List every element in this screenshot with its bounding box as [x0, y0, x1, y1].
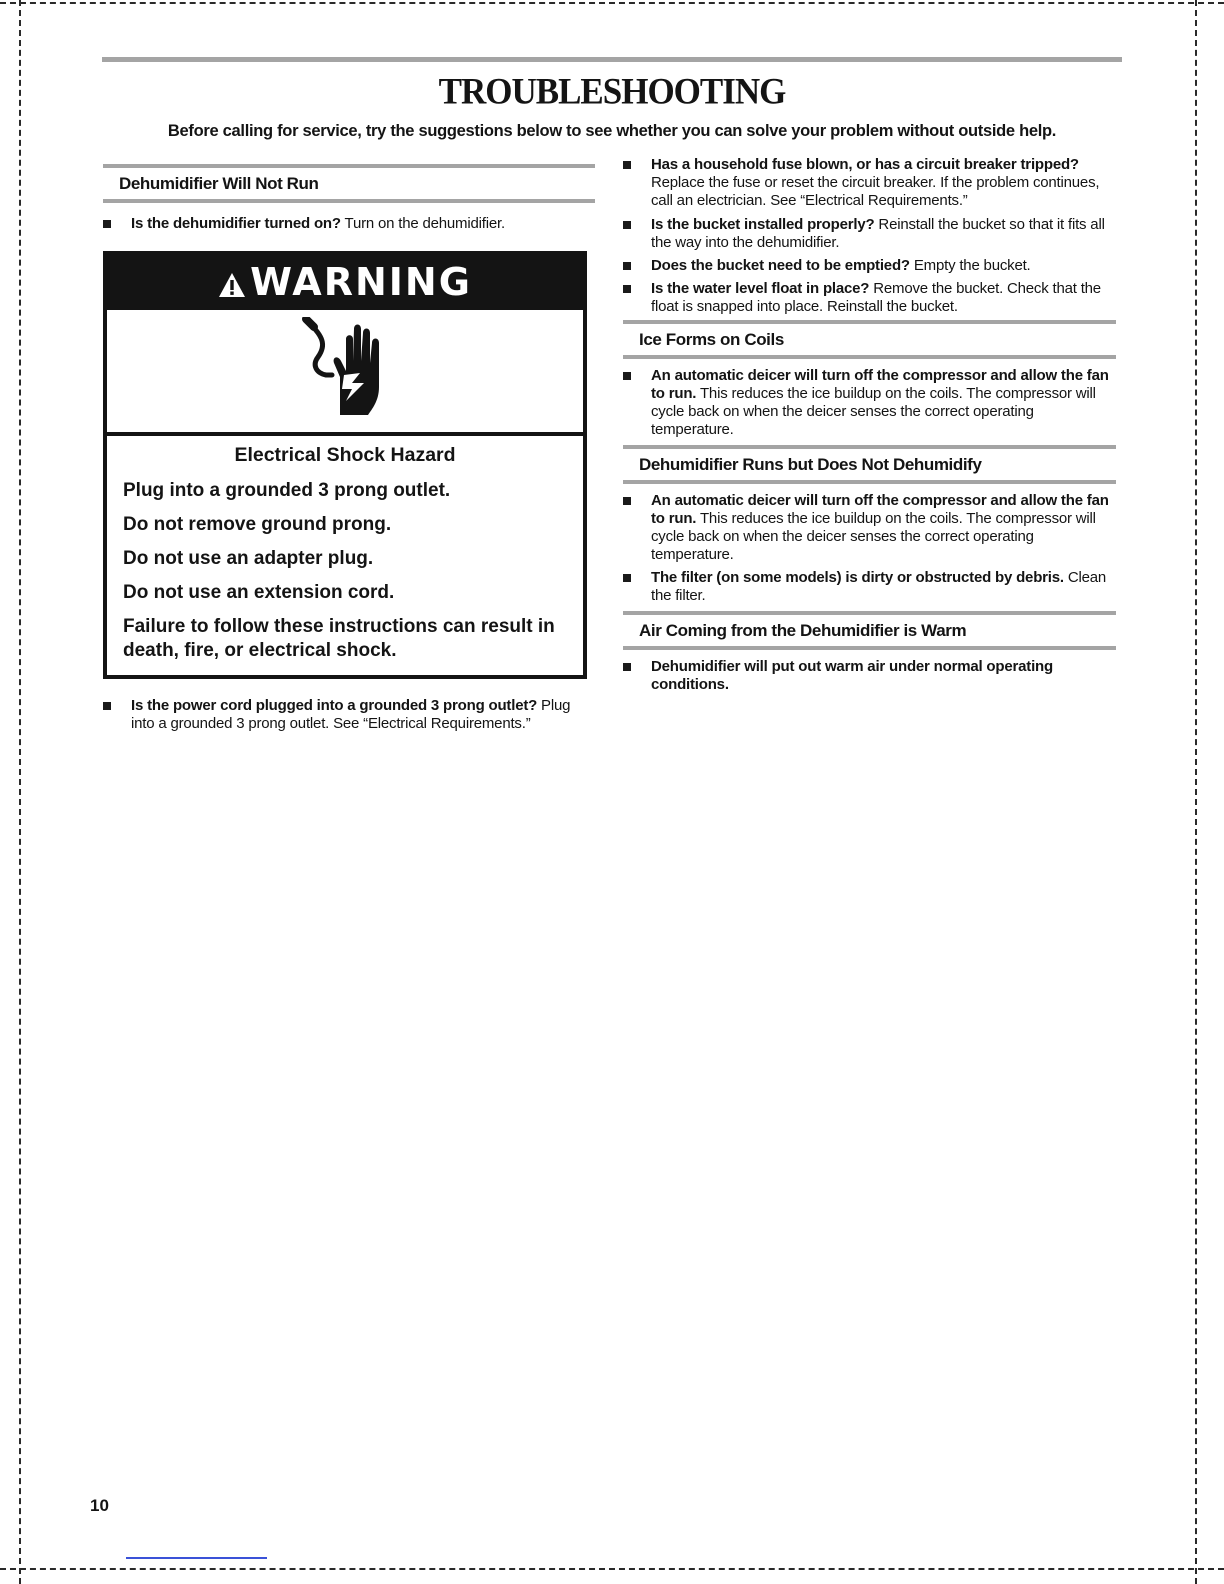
- warning-body: [107, 436, 583, 675]
- section-title: Dehumidifier Will Not Run: [119, 174, 319, 193]
- section-header-ice: [623, 320, 1116, 359]
- item-answer: Replace the fuse or reset the circuit breaker. If the problem continues, call an electrician. See “Electrical Requirements.”: [651, 174, 1100, 209]
- list-item: [623, 569, 1116, 605]
- warning-line: Failure to follow these instructions can result in death, fire, or electrical shock.: [123, 616, 555, 661]
- item-answer: Turn on the dehumidifier.: [340, 215, 505, 232]
- item-question: An automatic deicer will turn off the compressor and allow the fan to run.: [651, 367, 1109, 402]
- dashed-cut-line-top: [0, 2, 1224, 4]
- dashed-cut-line-bottom: [0, 1568, 1224, 1570]
- list-item: [623, 257, 1116, 275]
- item-answer: Plug into a grounded 3 prong outlet. See “Electrical Requirements.”: [131, 697, 571, 732]
- section-rule: [623, 480, 1116, 484]
- warning-icon-area: [107, 310, 583, 436]
- section-header-will-not-run: [103, 164, 595, 203]
- list-item: [623, 367, 1116, 439]
- list-item: [623, 492, 1116, 564]
- bullet-icon: [103, 702, 111, 710]
- warning-triangle-icon: [218, 258, 246, 313]
- item-answer: This reduces the ice buildup on the coils. The compressor will cycle back on when the deicer senses the correct operating temperature.: [651, 510, 1096, 563]
- left-column: [103, 164, 595, 733]
- dashed-cut-line-right: [1195, 0, 1197, 1584]
- bullet-icon: [623, 574, 631, 582]
- item-question: Has a household fuse blown, or has a circuit breaker tripped?: [651, 156, 1079, 173]
- warning-line: Plug into a grounded 3 prong outlet.: [123, 480, 451, 501]
- warning-line: Do not use an extension cord.: [123, 582, 395, 603]
- item-answer: Reinstall the bucket so that it fits all the way into the dehumidifier.: [651, 216, 1105, 251]
- page-number: 10: [90, 1496, 109, 1515]
- warning-line: Do not remove ground prong.: [123, 514, 392, 535]
- intro-text: Before calling for service, try the suggestions below to see whether you can solve your problem without outside help.: [167, 122, 1057, 140]
- bullet-icon: [623, 663, 631, 671]
- item-question: Is the power cord plugged into a grounded 3 prong outlet?: [131, 697, 538, 714]
- section-title: Ice Forms on Coils: [639, 330, 784, 349]
- section-rule: [623, 355, 1116, 359]
- section-rule: [103, 199, 595, 203]
- warning-line: Do not use an adapter plug.: [123, 548, 374, 569]
- list-item: [623, 216, 1116, 252]
- item-question: Is the dehumidifier turned on?: [131, 215, 341, 232]
- item-question: Dehumidifier will put out warm air under normal operating conditions.: [651, 658, 1053, 693]
- list-item: [103, 215, 595, 233]
- item-question: Is the bucket installed properly?: [651, 216, 875, 233]
- dashed-cut-line-left: [19, 0, 21, 1584]
- bullet-icon: [623, 221, 631, 229]
- list-item: [623, 280, 1116, 316]
- warning-title: WARNING: [250, 260, 472, 304]
- section-title: Dehumidifier Runs but Does Not Dehumidify: [639, 455, 982, 474]
- bullet-icon: [103, 220, 111, 228]
- section-header-warm: [623, 611, 1116, 650]
- warning-box: [103, 251, 587, 679]
- item-answer: Empty the bucket.: [909, 257, 1031, 274]
- bullet-icon: [623, 161, 631, 169]
- item-question: An automatic deicer will turn off the compressor and allow the fan to run.: [651, 492, 1109, 527]
- item-question: Does the bucket need to be emptied?: [651, 257, 910, 274]
- blue-underline-mark: [126, 1557, 267, 1559]
- warning-title-bar: [107, 255, 583, 310]
- page-title: TROUBLESHOOTING: [438, 71, 786, 112]
- bullet-icon: [623, 497, 631, 505]
- bullet-icon: [623, 285, 631, 293]
- item-question: Is the water level float in place?: [651, 280, 870, 297]
- item-answer: Remove the bucket. Check that the float is snapped into place. Reinstall the bucket.: [651, 280, 1101, 315]
- title-rule: [102, 57, 1122, 62]
- right-column: [623, 156, 1116, 694]
- item-answer: Clean the filter.: [651, 569, 1107, 604]
- list-item: [623, 658, 1116, 694]
- section-title: Air Coming from the Dehumidifier is Warm: [639, 621, 967, 640]
- section-rule: [623, 646, 1116, 650]
- warning-hazard: Electrical Shock Hazard: [234, 444, 456, 466]
- item-answer: This reduces the ice buildup on the coils. The compressor will cycle back on when the deicer senses the correct operating temperature.: [651, 385, 1096, 438]
- list-item: [103, 697, 595, 733]
- bullet-icon: [623, 372, 631, 380]
- section-header-runs: [623, 445, 1116, 484]
- electric-shock-hand-icon: [300, 317, 390, 426]
- list-item: [623, 156, 1116, 210]
- item-question: The filter (on some models) is dirty or obstructed by debris.: [651, 569, 1064, 586]
- bullet-icon: [623, 262, 631, 270]
